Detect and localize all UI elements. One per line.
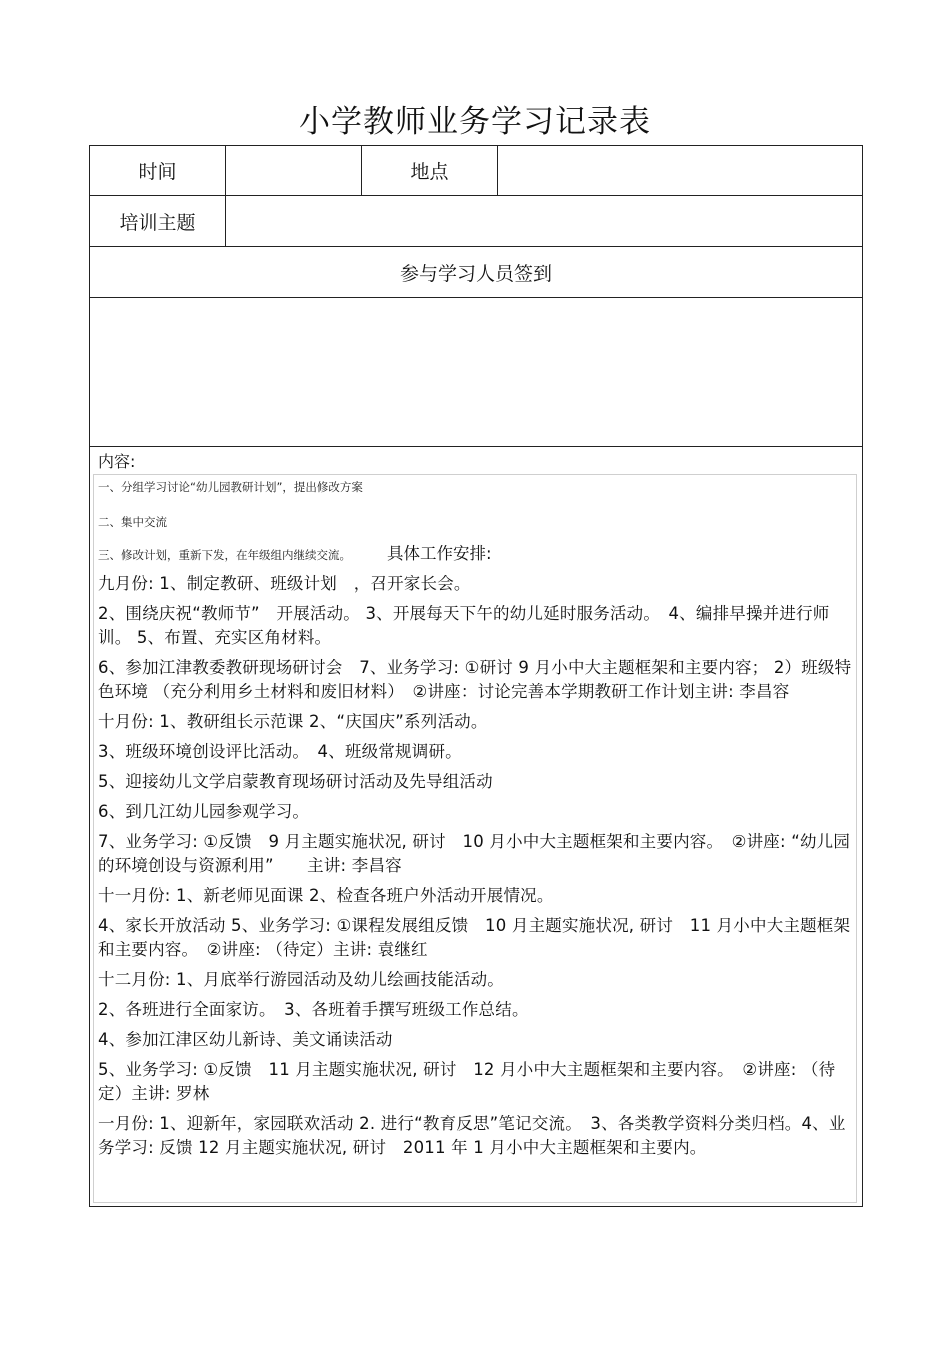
topic-label: 培训主题 <box>119 211 196 234</box>
content-small-line: 三、修改计划，重新下发，在年级组内继续交流。 <box>98 548 351 562</box>
time-place-row <box>90 146 862 196</box>
time-label: 时间 <box>138 161 177 183</box>
content-paragraph: 2、围绕庆祝“教师节” 开展活动。 3、开展每天下午的幼儿延时服务活动。 4、编排早操并进行师训。 5、布置、充实区角材料。 <box>98 604 830 647</box>
content-paragraph: 十一月份: 1、新老师见面课 2、检查各班户外活动开展情况。 <box>98 886 554 905</box>
content-paragraph: 2、各班进行全面家访。 3、各班着手撰写班级工作总结。 <box>98 1000 529 1019</box>
paragraph-list <box>98 572 852 1160</box>
content-mixed-line <box>98 542 852 566</box>
content-label: 内容: <box>98 452 136 471</box>
content-paragraph: 5、业务学习: ①反馈 11 月主题实施状况, 研讨 12 月小中大主题框架和主要内容。 ②讲座: （待定）主讲: 罗林 <box>98 1060 836 1103</box>
place-field[interactable] <box>497 146 862 195</box>
time-field[interactable] <box>225 146 361 195</box>
content-paragraph: 4、家长开放活动 5、业务学习: ①课程发展组反馈 10 月主题实施状况, 研讨 11 月小中大主题框架和主要内容。 ②讲座: （待定）主讲: 袁继红 <box>98 916 851 959</box>
content-small-line: 二、集中交流 <box>98 515 167 529</box>
record-form <box>89 145 863 1207</box>
content-paragraph: 4、参加江津区幼儿新诗、美文诵读活动 <box>98 1030 393 1049</box>
content-paragraph: 十二月份: 1、月底举行游园活动及幼儿绘画技能活动。 <box>98 970 505 989</box>
signin-field[interactable] <box>90 298 862 446</box>
content-small-line: 一、分组学习讨论“幼儿园教研计划”，提出修改方案 <box>98 480 363 494</box>
signin-header: 参与学习人员签到 <box>399 262 552 285</box>
topic-field[interactable] <box>225 196 862 246</box>
arrangement-heading: 具体工作安排: <box>387 544 492 563</box>
content-paragraph: 6、到几江幼儿园参观学习。 <box>98 802 310 821</box>
content-paragraph: 一月份: 1、迎新年，家园联欢活动 2. 进行“教育反思”笔记交流。 3、各类教学资料分类归档。4、业务学习: 反馈 12 月主题实施状况, 研讨 2011 年 1 月小中大主题框架和主要内。 <box>98 1114 846 1157</box>
page-title: 小学教师业务学习记录表 <box>299 104 651 140</box>
content-paragraph: 3、班级环境创设评比活动。 4、班级常规调研。 <box>98 742 462 761</box>
signin-area <box>90 298 862 447</box>
content-paragraph: 十月份: 1、教研组长示范课 2、“庆国庆”系列活动。 <box>98 712 488 731</box>
place-label: 地点 <box>361 146 497 195</box>
signin-header-row <box>90 247 862 298</box>
content-paragraph: 7、业务学习: ①反馈 9 月主题实施状况, 研讨 10 月小中大主题框架和主要内容。 ②讲座: “幼儿园的环境创设与资源利用” 主讲: 李昌容 <box>98 832 851 875</box>
content-paragraph: 九月份: 1、制定教研、班级计划 ，召开家长会。 <box>98 574 471 593</box>
content-paragraph: 6、参加江津教委教研现场研讨会 7、业务学习: ①研讨 9 月小中大主题框架和主要内容； 2）班级特色环境 （充分利用乡土材料和废旧材料） ②讲座：讨论完善本学期教研工作计划主讲: 李昌容 <box>98 658 852 701</box>
content-paragraph: 5、迎接幼儿文学启蒙教育现场研讨活动及先导组活动 <box>98 772 493 791</box>
topic-row <box>90 196 862 247</box>
content-box <box>93 474 857 1203</box>
